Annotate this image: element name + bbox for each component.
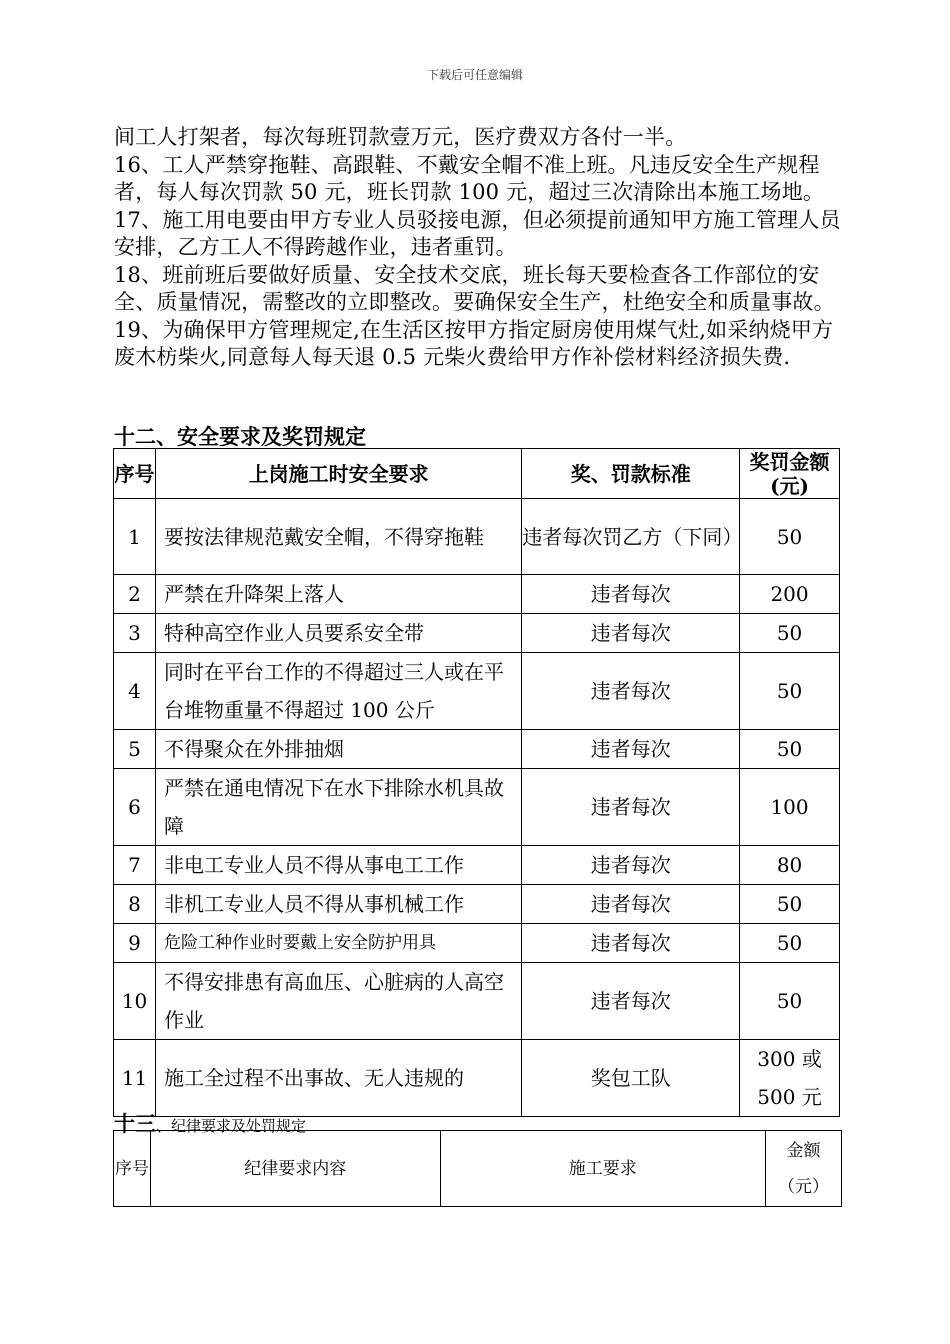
table-header-row	[114, 1131, 842, 1207]
table-header-row	[114, 449, 840, 499]
header-cell-content: 纪律要求内容	[150, 1131, 440, 1207]
row-requirement: 严禁在升降架上落人	[155, 575, 521, 614]
row-requirement: 非电工专业人员不得从事电工工作	[155, 846, 521, 885]
row-standard: 违者每次	[522, 963, 740, 1040]
header-cell-amount: 奖罚金额(元)	[740, 449, 840, 499]
section-13-title-main: 十三	[114, 1111, 156, 1136]
row-standard: 违者每次	[522, 653, 740, 730]
row-amount: 300 或 500 元	[740, 1040, 840, 1117]
row-requirement: 非机工专业人员不得从事机械工作	[155, 885, 521, 924]
header-cell-requirement: 上岗施工时安全要求	[155, 449, 521, 499]
paragraph: 16、工人严禁穿拖鞋、高跟鞋、不戴安全帽不准上班。凡违反安全生产规程者，每人每次罚款 50 元，班长罚款 100 元，超过三次清除出本施工场地。	[114, 152, 825, 204]
section-12-title: 十二、安全要求及奖罚规定	[114, 424, 366, 449]
row-amount: 50	[740, 653, 840, 730]
paragraph: 间工人打架者，每次每班罚款壹万元，医疗费双方各付一半。	[114, 125, 687, 149]
row-amount: 50	[740, 499, 840, 575]
row-amount: 200	[740, 575, 840, 614]
row-standard: 违者每次	[522, 730, 740, 769]
section-13-title-rest: 、纪律要求及处罚规定	[156, 1117, 307, 1135]
header-note: 下载后可任意编辑	[426, 68, 523, 82]
row-requirement: 不得安排患有高血压、心脏病的人高空作业	[155, 963, 521, 1040]
row-no: 6	[114, 769, 156, 846]
row-standard: 奖包工队	[522, 1040, 740, 1117]
table-row	[114, 885, 840, 924]
row-standard: 违者每次	[522, 614, 740, 653]
row-amount: 50	[740, 730, 840, 769]
row-requirement: 不得聚众在外排抽烟	[155, 730, 521, 769]
row-standard: 违者每次	[522, 885, 740, 924]
row-no: 3	[114, 614, 156, 653]
paragraph: 17、施工用电要由甲方专业人员驳接电源，但必须提前通知甲方施工管理人员安排，乙方工人不得跨越作业，违者重罚。	[114, 207, 841, 259]
row-standard: 违者每次	[522, 924, 740, 963]
row-no: 9	[114, 924, 156, 963]
row-no: 5	[114, 730, 156, 769]
table-row	[114, 1040, 840, 1117]
header-cell-requirement: 施工要求	[440, 1131, 766, 1207]
row-standard: 违者每次罚乙方（下同）	[522, 499, 740, 575]
discipline-requirements-table	[113, 1130, 842, 1207]
paragraph: 19、为确保甲方管理规定,在生活区按甲方指定厨房使用煤气灶,如采纳烧甲方废木枋柴火,同意每人每天退 0.5 元柴火费给甲方作补偿材料经济损失费.	[114, 317, 834, 369]
row-requirement: 特种高空作业人员要系安全带	[155, 614, 521, 653]
table-row	[114, 846, 840, 885]
row-no: 2	[114, 575, 156, 614]
row-requirement: 严禁在通电情况下在水下排除水机具故障	[155, 769, 521, 846]
row-amount: 50	[740, 614, 840, 653]
table-row	[114, 963, 840, 1040]
table-row	[114, 499, 840, 575]
row-amount: 80	[740, 846, 840, 885]
row-amount: 50	[740, 963, 840, 1040]
row-no: 10	[114, 963, 156, 1040]
table-row	[114, 769, 840, 846]
header-cell-no: 序号	[114, 1131, 151, 1207]
row-requirement: 同时在平台工作的不得超过三人或在平台堆物重量不得超过 100 公斤	[155, 653, 521, 730]
row-no: 1	[114, 499, 156, 575]
table-row	[114, 614, 840, 653]
header-cell-standard: 奖、罚款标准	[522, 449, 740, 499]
row-requirement: 施工全过程不出事故、无人违规的	[155, 1040, 521, 1117]
row-requirement: 要按法律规范戴安全帽，不得穿拖鞋	[155, 499, 521, 575]
table-row	[114, 575, 840, 614]
row-amount: 50	[740, 924, 840, 963]
body-text	[114, 124, 844, 372]
row-amount: 50	[740, 885, 840, 924]
header-cell-amount: 金额（元）	[766, 1131, 842, 1207]
row-no: 4	[114, 653, 156, 730]
header-cell-no: 序号	[114, 449, 156, 499]
table-row	[114, 653, 840, 730]
row-amount: 100	[740, 769, 840, 846]
row-no: 11	[114, 1040, 156, 1117]
paragraph: 18、班前班后要做好质量、安全技术交底，班长每天要检查各工作部位的安全、质量情况，需整改的立即整改。要确保安全生产，杜绝安全和质量事故。	[114, 262, 835, 314]
row-no: 8	[114, 885, 156, 924]
row-standard: 违者每次	[522, 769, 740, 846]
table-row	[114, 730, 840, 769]
row-standard: 违者每次	[522, 575, 740, 614]
row-standard: 违者每次	[522, 846, 740, 885]
table-row	[114, 924, 840, 963]
safety-requirements-table	[113, 448, 840, 1117]
row-no: 7	[114, 846, 156, 885]
row-requirement: 危险工种作业时要戴上安全防护用具	[155, 924, 521, 963]
